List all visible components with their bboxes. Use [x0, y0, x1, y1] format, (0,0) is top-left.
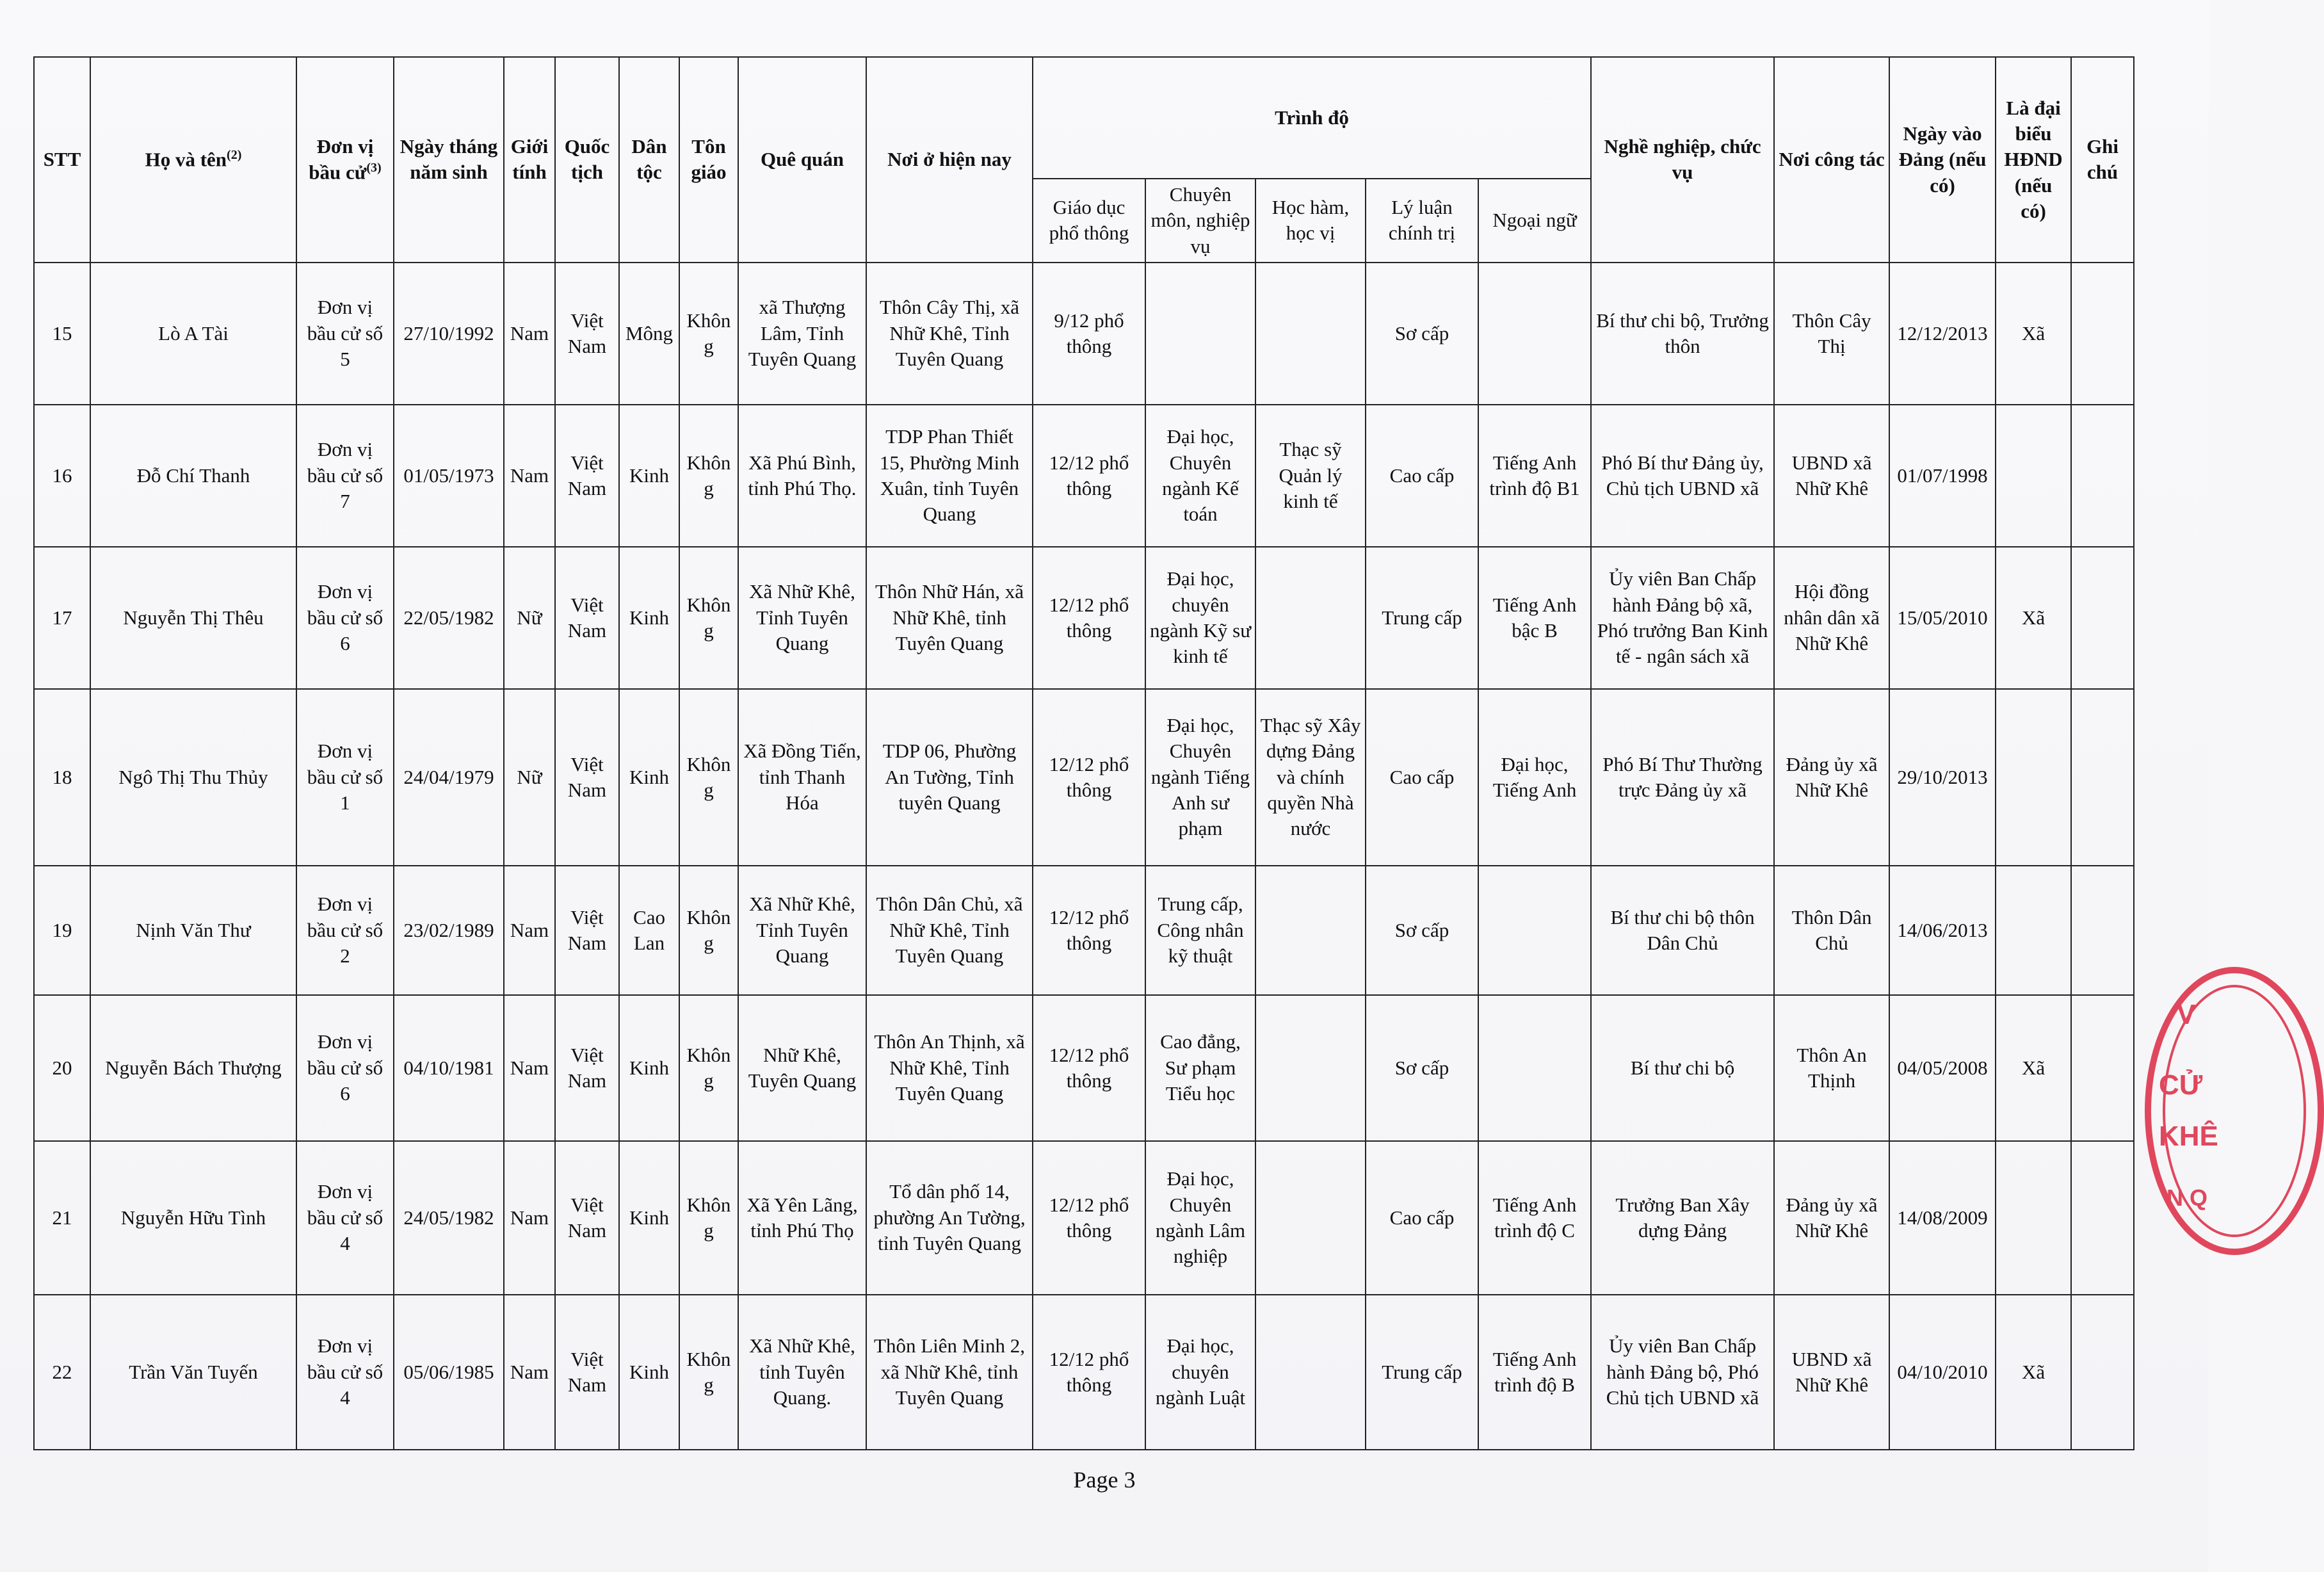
cell-gioi-tinh: Nữ — [504, 547, 555, 689]
cell-noi-o: TDP Phan Thiết 15, Phường Minh Xuân, tỉnh Tuyên Quang — [866, 405, 1033, 547]
cell-ly-luan: Cao cấp — [1366, 1141, 1478, 1295]
col-chuyen-mon: Chuyên môn, nghiệp vụ — [1145, 179, 1255, 263]
table-row — [34, 547, 2134, 689]
cell-ly-luan: Sơ cấp — [1366, 866, 1478, 995]
cell-don-vi: Đơn vị bầu cử số 6 — [296, 547, 394, 689]
cell-ho-ten: Trần Văn Tuyến — [90, 1295, 296, 1450]
cell-ghi-chu — [2071, 689, 2134, 866]
candidate-table — [33, 56, 2134, 1450]
cell-dai-bieu — [1996, 689, 2071, 866]
cell-que-quan: Xã Yên Lãng, tỉnh Phú Thọ — [738, 1141, 866, 1295]
cell-noi-cong-tac: Thôn Cây Thị — [1774, 263, 1889, 405]
cell-quoc-tich: Việt Nam — [555, 689, 619, 866]
cell-gioi-tinh: Nam — [504, 405, 555, 547]
cell-stt: 18 — [34, 689, 90, 866]
cell-hoc-ham — [1255, 1141, 1366, 1295]
cell-ghi-chu — [2071, 263, 2134, 405]
cell-que-quan: Xã Nhữ Khê, tỉnh Tuyên Quang. — [738, 1295, 866, 1450]
cell-nghe-nghiep: Phó Bí thư Đảng ủy, Chủ tịch UBND xã — [1591, 405, 1774, 547]
cell-dan-toc: Kinh — [619, 995, 679, 1141]
col-stt: STT — [34, 57, 90, 263]
cell-ngay-sinh: 04/10/1981 — [394, 995, 504, 1141]
cell-ngay-vao-dang: 12/12/2013 — [1889, 263, 1996, 405]
cell-chuyen-mon: Cao đẳng, Sư phạm Tiểu học — [1145, 995, 1255, 1141]
cell-dan-toc: Kinh — [619, 689, 679, 866]
cell-ngay-sinh: 27/10/1992 — [394, 263, 504, 405]
table-row — [34, 263, 2134, 405]
cell-ton-giao: Không — [679, 547, 738, 689]
cell-quoc-tich: Việt Nam — [555, 995, 619, 1141]
cell-stt: 20 — [34, 995, 90, 1141]
cell-don-vi: Đơn vị bầu cử số 5 — [296, 263, 394, 405]
cell-quoc-tich: Việt Nam — [555, 263, 619, 405]
col-quoc-tich: Quốc tịch — [555, 57, 619, 263]
cell-ngoai-ngu — [1478, 866, 1591, 995]
cell-ngay-sinh: 24/04/1979 — [394, 689, 504, 866]
cell-chuyen-mon: Đại học, Chuyên ngành Tiếng Anh sư phạm — [1145, 689, 1255, 866]
cell-hoc-ham: Thạc sỹ Quản lý kinh tế — [1255, 405, 1366, 547]
col-gioi-tinh: Giới tính — [504, 57, 555, 263]
cell-noi-o: Thôn Liên Minh 2, xã Nhữ Khê, tỉnh Tuyên Quang — [866, 1295, 1033, 1450]
cell-hoc-ham — [1255, 547, 1366, 689]
cell-que-quan: Xã Nhữ Khê, Tỉnh Tuyên Quang — [738, 547, 866, 689]
cell-stt: 21 — [34, 1141, 90, 1295]
cell-ton-giao: Không — [679, 405, 738, 547]
cell-chuyen-mon: Trung cấp, Công nhân kỹ thuật — [1145, 866, 1255, 995]
cell-ly-luan: Cao cấp — [1366, 689, 1478, 866]
seal-text-1: V — [2177, 999, 2196, 1030]
cell-ngay-vao-dang: 04/10/2010 — [1889, 1295, 1996, 1450]
cell-ly-luan: Cao cấp — [1366, 405, 1478, 547]
cell-ton-giao: Không — [679, 689, 738, 866]
cell-hoc-ham — [1255, 263, 1366, 405]
col-giao-duc: Giáo dục phổ thông — [1033, 179, 1145, 263]
cell-nghe-nghiep: Trưởng Ban Xây dựng Đảng — [1591, 1141, 1774, 1295]
cell-quoc-tich: Việt Nam — [555, 1295, 619, 1450]
cell-ngay-sinh: 23/02/1989 — [394, 866, 504, 995]
col-don-vi-label: Đơn vị bầu cử — [309, 134, 374, 184]
cell-ho-ten: Đỗ Chí Thanh — [90, 405, 296, 547]
cell-hoc-ham — [1255, 995, 1366, 1141]
cell-dai-bieu: Xã — [1996, 1295, 2071, 1450]
table-row — [34, 1141, 2134, 1295]
table-header — [34, 57, 2134, 263]
cell-ho-ten: Nịnh Văn Thư — [90, 866, 296, 995]
cell-noi-cong-tac: UBND xã Nhữ Khê — [1774, 405, 1889, 547]
cell-nghe-nghiep: Phó Bí Thư Thường trực Đảng ủy xã — [1591, 689, 1774, 866]
cell-ly-luan: Sơ cấp — [1366, 995, 1478, 1141]
cell-quoc-tich: Việt Nam — [555, 1141, 619, 1295]
cell-dan-toc: Kinh — [619, 405, 679, 547]
cell-chuyen-mon: Đại học, Chuyên ngành Kế toán — [1145, 405, 1255, 547]
seal-text-3: KHÊ — [2159, 1121, 2218, 1152]
cell-nghe-nghiep: Ủy viên Ban Chấp hành Đảng bộ, Phó Chủ tịch UBND xã — [1591, 1295, 1774, 1450]
cell-dan-toc: Kinh — [619, 547, 679, 689]
cell-don-vi: Đơn vị bầu cử số 4 — [296, 1141, 394, 1295]
cell-ngay-vao-dang: 01/07/1998 — [1889, 405, 1996, 547]
cell-ghi-chu — [2071, 547, 2134, 689]
cell-ly-luan: Trung cấp — [1366, 1295, 1478, 1450]
cell-ton-giao: Không — [679, 1141, 738, 1295]
table-row — [34, 689, 2134, 866]
cell-hoc-ham — [1255, 1295, 1366, 1450]
col-ho-ten-label: Họ và tên — [145, 148, 227, 171]
cell-stt: 22 — [34, 1295, 90, 1450]
cell-ho-ten: Ngô Thị Thu Thủy — [90, 689, 296, 866]
cell-don-vi: Đơn vị bầu cử số 2 — [296, 866, 394, 995]
cell-ghi-chu — [2071, 1295, 2134, 1450]
col-ngoai-ngu: Ngoại ngữ — [1478, 179, 1591, 263]
cell-ho-ten: Lò A Tài — [90, 263, 296, 405]
table-row — [34, 405, 2134, 547]
cell-ton-giao: Không — [679, 263, 738, 405]
cell-dan-toc: Kinh — [619, 1295, 679, 1450]
cell-don-vi: Đơn vị bầu cử số 7 — [296, 405, 394, 547]
cell-stt: 19 — [34, 866, 90, 995]
cell-ngoai-ngu: Tiếng Anh bậc B — [1478, 547, 1591, 689]
cell-nghe-nghiep: Bí thư chi bộ thôn Dân Chủ — [1591, 866, 1774, 995]
cell-noi-cong-tac: Đảng ủy xã Nhữ Khê — [1774, 1141, 1889, 1295]
cell-gioi-tinh: Nữ — [504, 689, 555, 866]
cell-quoc-tich: Việt Nam — [555, 866, 619, 995]
col-nghe-nghiep: Nghề nghiệp, chức vụ — [1591, 57, 1774, 263]
cell-chuyen-mon: Đại học, Chuyên ngành Lâm nghiệp — [1145, 1141, 1255, 1295]
cell-noi-cong-tac: Thôn An Thịnh — [1774, 995, 1889, 1141]
cell-ngay-vao-dang: 14/08/2009 — [1889, 1141, 1996, 1295]
cell-dan-toc: Cao Lan — [619, 866, 679, 995]
cell-ngoai-ngu: Tiếng Anh trình độ B — [1478, 1295, 1591, 1450]
cell-que-quan: xã Thượng Lâm, Tỉnh Tuyên Quang — [738, 263, 866, 405]
cell-ngoai-ngu: Tiếng Anh trình độ B1 — [1478, 405, 1591, 547]
cell-noi-o: Thôn Dân Chủ, xã Nhữ Khê, Tỉnh Tuyên Quang — [866, 866, 1033, 995]
cell-noi-cong-tac: Hội đồng nhân dân xã Nhữ Khê — [1774, 547, 1889, 689]
cell-ngay-vao-dang: 29/10/2013 — [1889, 689, 1996, 866]
cell-giao-duc: 12/12 phổ thông — [1033, 405, 1145, 547]
footnote-3: (3) — [366, 161, 382, 175]
cell-don-vi: Đơn vị bầu cử số 4 — [296, 1295, 394, 1450]
cell-giao-duc: 12/12 phổ thông — [1033, 547, 1145, 689]
cell-quoc-tich: Việt Nam — [555, 547, 619, 689]
cell-stt: 15 — [34, 263, 90, 405]
cell-dai-bieu: Xã — [1996, 263, 2071, 405]
cell-nghe-nghiep: Ủy viên Ban Chấp hành Đảng bộ xã, Phó trưởng Ban Kinh tế - ngân sách xã — [1591, 547, 1774, 689]
col-ghi-chu: Ghi chú — [2071, 57, 2134, 263]
col-dai-bieu: Là đại biểu HĐND (nếu có) — [1996, 57, 2071, 263]
cell-dai-bieu — [1996, 866, 2071, 995]
col-hoc-ham: Học hàm, học vị — [1255, 179, 1366, 263]
cell-chuyen-mon: Đại học, chuyên ngành Kỹ sư kinh tế — [1145, 547, 1255, 689]
cell-nghe-nghiep: Bí thư chi bộ — [1591, 995, 1774, 1141]
cell-ngay-sinh: 24/05/1982 — [394, 1141, 504, 1295]
cell-noi-o: Thôn An Thịnh, xã Nhữ Khê, Tỉnh Tuyên Quang — [866, 995, 1033, 1141]
col-ly-luan: Lý luận chính trị — [1366, 179, 1478, 263]
cell-giao-duc: 12/12 phổ thông — [1033, 1295, 1145, 1450]
cell-giao-duc: 12/12 phổ thông — [1033, 995, 1145, 1141]
cell-stt: 16 — [34, 405, 90, 547]
table-body — [34, 263, 2134, 1450]
col-noi-o: Nơi ở hiện nay — [866, 57, 1033, 263]
cell-ghi-chu — [2071, 405, 2134, 547]
cell-don-vi: Đơn vị bầu cử số 6 — [296, 995, 394, 1141]
table-row — [34, 995, 2134, 1141]
cell-noi-o: TDP 06, Phường An Tường, Tỉnh tuyên Quang — [866, 689, 1033, 866]
col-ngay-sinh: Ngày tháng năm sinh — [394, 57, 504, 263]
cell-chuyen-mon: Đại học, chuyên ngành Luật — [1145, 1295, 1255, 1450]
cell-que-quan: Xã Phú Bình, tỉnh Phú Thọ. — [738, 405, 866, 547]
cell-ghi-chu — [2071, 1141, 2134, 1295]
table-row — [34, 866, 2134, 995]
cell-que-quan: Xã Đồng Tiến, tỉnh Thanh Hóa — [738, 689, 866, 866]
col-dan-toc: Dân tộc — [619, 57, 679, 263]
cell-gioi-tinh: Nam — [504, 866, 555, 995]
cell-gioi-tinh: Nam — [504, 995, 555, 1141]
cell-ngoai-ngu: Tiếng Anh trình độ C — [1478, 1141, 1591, 1295]
cell-que-quan: Nhữ Khê, Tuyên Quang — [738, 995, 866, 1141]
cell-dan-toc: Mông — [619, 263, 679, 405]
cell-gioi-tinh: Nam — [504, 263, 555, 405]
cell-ngay-sinh: 01/05/1973 — [394, 405, 504, 547]
table-row — [34, 1295, 2134, 1450]
cell-hoc-ham — [1255, 866, 1366, 995]
cell-ly-luan: Trung cấp — [1366, 547, 1478, 689]
cell-ngoai-ngu: Đại học, Tiếng Anh — [1478, 689, 1591, 866]
cell-noi-cong-tac: Thôn Dân Chủ — [1774, 866, 1889, 995]
cell-noi-cong-tac: Đảng ủy xã Nhữ Khê — [1774, 689, 1889, 866]
cell-ngay-vao-dang: 15/05/2010 — [1889, 547, 1996, 689]
cell-ngay-vao-dang: 14/06/2013 — [1889, 866, 1996, 995]
seal-text-4: N Q — [2167, 1185, 2208, 1211]
cell-ghi-chu — [2071, 995, 2134, 1141]
page-number: Page 3 — [1073, 1467, 1136, 1493]
cell-giao-duc: 9/12 phổ thông — [1033, 263, 1145, 405]
cell-noi-o: Tổ dân phố 14, phường An Tường, tỉnh Tuyên Quang — [866, 1141, 1033, 1295]
cell-noi-o: Thôn Nhữ Hán, xã Nhữ Khê, tỉnh Tuyên Quang — [866, 547, 1033, 689]
cell-stt: 17 — [34, 547, 90, 689]
cell-giao-duc: 12/12 phổ thông — [1033, 866, 1145, 995]
red-seal-stamp — [2145, 967, 2324, 1255]
footnote-2: (2) — [227, 148, 242, 163]
cell-ho-ten: Nguyễn Hữu Tình — [90, 1141, 296, 1295]
cell-hoc-ham: Thạc sỹ Xây dựng Đảng và chính quyền Nhà nước — [1255, 689, 1366, 866]
cell-dai-bieu — [1996, 1141, 2071, 1295]
cell-dan-toc: Kinh — [619, 1141, 679, 1295]
cell-gioi-tinh: Nam — [504, 1295, 555, 1450]
cell-gioi-tinh: Nam — [504, 1141, 555, 1295]
cell-ghi-chu — [2071, 866, 2134, 995]
cell-noi-o: Thôn Cây Thị, xã Nhữ Khê, Tỉnh Tuyên Quang — [866, 263, 1033, 405]
cell-ly-luan: Sơ cấp — [1366, 263, 1478, 405]
cell-ngay-vao-dang: 04/05/2008 — [1889, 995, 1996, 1141]
col-trinh-do: Trình độ — [1033, 57, 1591, 179]
cell-ho-ten: Nguyễn Thị Thêu — [90, 547, 296, 689]
cell-ton-giao: Không — [679, 1295, 738, 1450]
col-ton-giao: Tôn giáo — [679, 57, 738, 263]
cell-don-vi: Đơn vị bầu cử số 1 — [296, 689, 394, 866]
cell-ton-giao: Không — [679, 995, 738, 1141]
cell-ngay-sinh: 05/06/1985 — [394, 1295, 504, 1450]
cell-quoc-tich: Việt Nam — [555, 405, 619, 547]
cell-ho-ten: Nguyễn Bách Thượng — [90, 995, 296, 1141]
cell-ngay-sinh: 22/05/1982 — [394, 547, 504, 689]
seal-text-2: CỬ — [2159, 1069, 2203, 1101]
cell-giao-duc: 12/12 phổ thông — [1033, 689, 1145, 866]
col-que-quan: Quê quán — [738, 57, 866, 263]
cell-ton-giao: Không — [679, 866, 738, 995]
cell-dai-bieu — [1996, 405, 2071, 547]
cell-dai-bieu: Xã — [1996, 547, 2071, 689]
col-noi-cong-tac: Nơi công tác — [1774, 57, 1889, 263]
cell-noi-cong-tac: UBND xã Nhữ Khê — [1774, 1295, 1889, 1450]
cell-ngoai-ngu — [1478, 995, 1591, 1141]
cell-ngoai-ngu — [1478, 263, 1591, 405]
cell-chuyen-mon — [1145, 263, 1255, 405]
cell-nghe-nghiep: Bí thư chi bộ, Trưởng thôn — [1591, 263, 1774, 405]
cell-que-quan: Xã Nhữ Khê, Tỉnh Tuyên Quang — [738, 866, 866, 995]
col-don-vi — [296, 57, 394, 263]
cell-giao-duc: 12/12 phổ thông — [1033, 1141, 1145, 1295]
col-ngay-vao-dang: Ngày vào Đảng (nếu có) — [1889, 57, 1996, 263]
cell-dai-bieu: Xã — [1996, 995, 2071, 1141]
col-ho-ten — [90, 57, 296, 263]
